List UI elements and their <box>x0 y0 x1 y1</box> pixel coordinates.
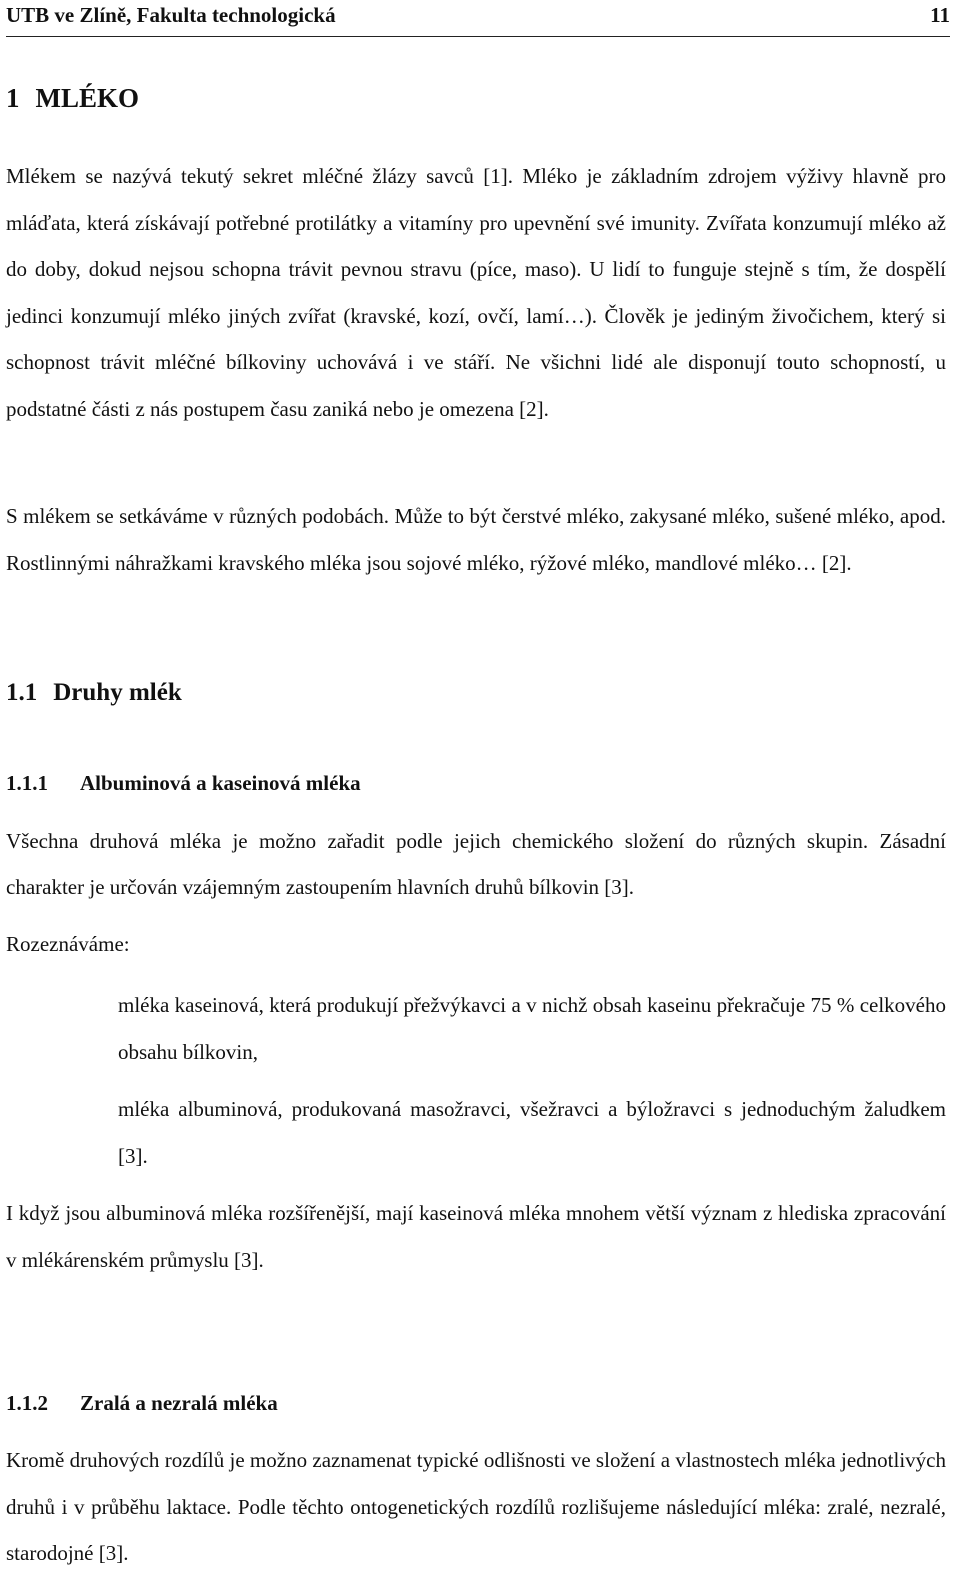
paragraph-significance: I když jsou albuminová mléka rozšířenější, mají kaseinová mléka mnohem větší význam z hlediska zpracování v mlékárenském průmyslu [3]. <box>6 1201 946 1272</box>
paragraph-intro: Mlékem se nazývá tekutý sekret mléčné žlázy savců [1]. Mléko je základním zdrojem výživy hlavně pro mláďata, která získávají potřebné protilátky a vitamíny pro upevnění své imunity. Zvířata konzumují mléko až do doby, dokud nejsou schopna trávit pevnou stravu (píce, maso). U lidí to funguje stejně s tím, že dospělí jedinci konzumují mléko jiných zvířat (kravské, kozí, ovčí, lamí…). Člověk je jediným živočichem, který si schopnost trávit mléčné bílkoviny uchovává i ve stáří. Ne všichni lidé ale disponují touto schopností, u podstatné části z nás postupem času zaniká nebo je omezena [2]. <box>6 164 946 421</box>
subsection-number: 1.1.1 <box>6 771 48 795</box>
list-item-albumin: mléka albuminová, produkovaná masožravci, všežravci a býložravci s jednoduchým žaludkem [3]. <box>118 1097 946 1168</box>
header-school-name: UTB ve Zlíně, Fakulta technologická <box>6 3 336 27</box>
paragraph-classification: Všechna druhová mléka je možno zařadit podle jejich chemického složení do různých skupin. Zásadní charakter je určován vzájemným zastoupením hlavních druhů bílkovin [3]. <box>6 829 946 899</box>
paragraph-maturity: Kromě druhových rozdílů je možno zaznamenat typické odlišnosti ve složení a vlastnostech mléka jednotlivých druhů i v průběhu laktace. Podle těchto ontogenetických rozdílů rozlišujeme následující mléka: zralé, nezralé, starodojné [3]. <box>6 1448 946 1565</box>
section-heading-1-1 <box>6 675 182 711</box>
section-title: Druhy mlék <box>53 679 182 706</box>
subsection-heading-1-1-2 <box>6 1387 278 1419</box>
page-number: 11 <box>930 3 950 27</box>
paragraph-forms: S mlékem se setkáváme v různých podobách. Může to být čerstvé mléko, zakysané mléko, sušené mléko, apod. Rostlinnými náhražkami kravského mléka jsou sojové mléko, rýžové mléko, mandlové mléko… [2]. <box>6 504 946 575</box>
running-header <box>6 0 950 37</box>
subsection-heading-1-1-1 <box>6 767 361 799</box>
subsection-number: 1.1.2 <box>6 1391 48 1415</box>
subsection-title: Albuminová a kaseinová mléka <box>80 771 361 795</box>
subsection-title: Zralá a nezralá mléka <box>80 1391 278 1415</box>
section-number: 1.1 <box>6 679 38 706</box>
chapter-title: MLÉKO <box>35 83 140 113</box>
paragraph-list-intro: Rozeznáváme: <box>6 932 130 956</box>
chapter-heading <box>6 78 139 118</box>
chapter-number: 1 <box>6 83 20 113</box>
list-item-casein: mléka kaseinová, která produkují přežvýkavci a v nichž obsah kaseinu překračuje 75 % celkového obsahu bílkovin, <box>118 993 946 1064</box>
